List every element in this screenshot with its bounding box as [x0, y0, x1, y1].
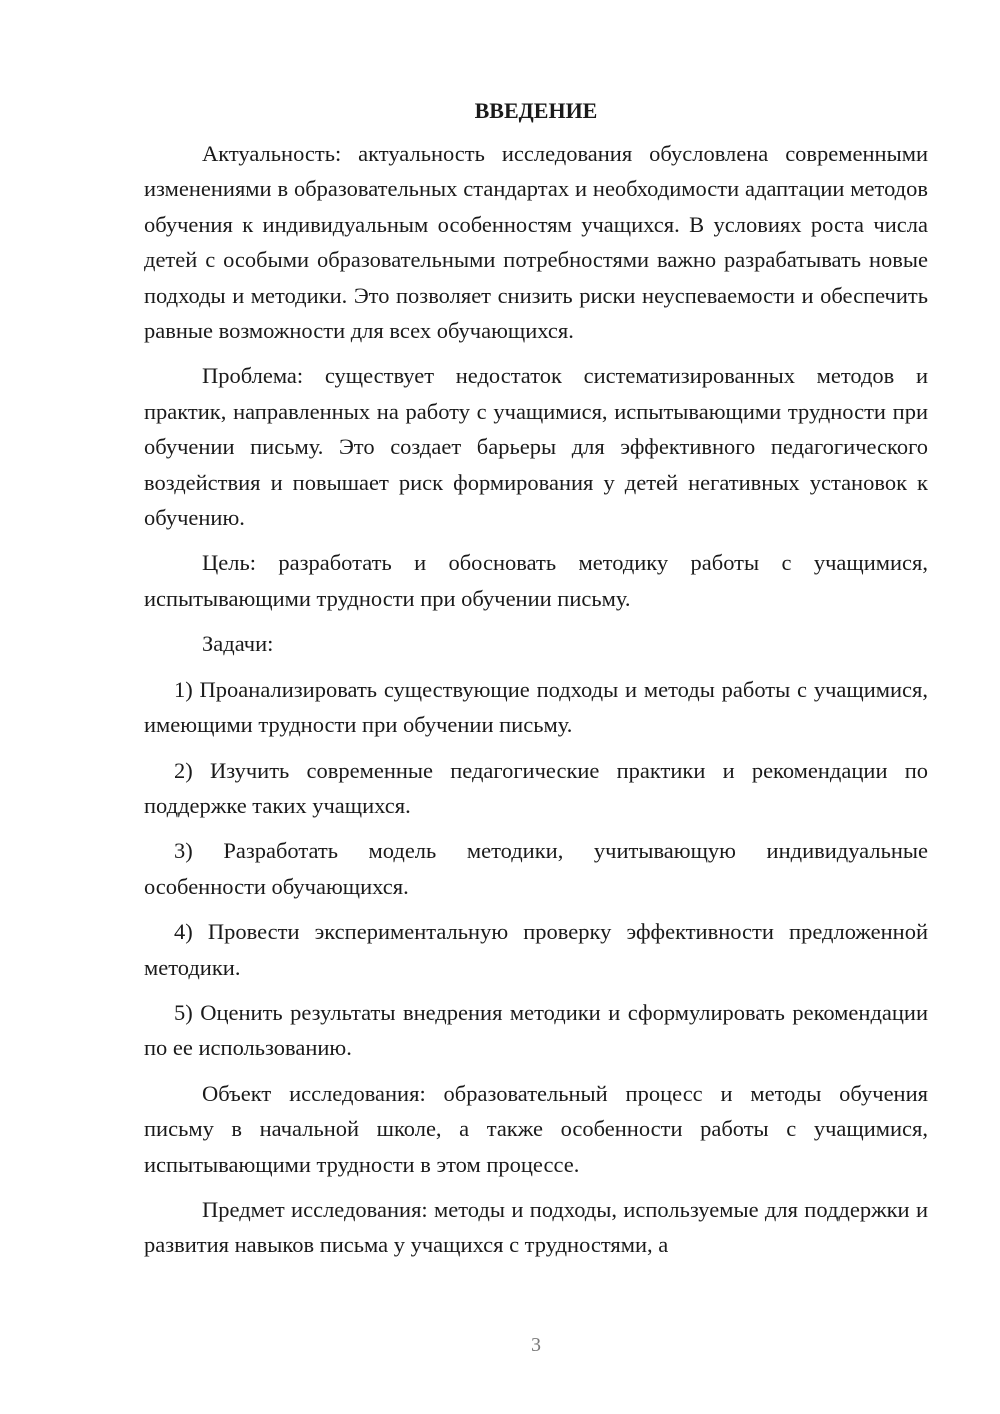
- paragraph-object: Объект исследования: образовательный процесс и методы обучения письму в начальной школе, а также особенности работы с учащимися, испытывающими трудности в этом процессе.: [144, 1080, 928, 1177]
- task-item-4: 4) Провести экспериментальную проверку эффективности предложенной методики.: [144, 919, 928, 980]
- paragraph-tasks-heading: Задачи:: [202, 631, 274, 657]
- paragraph-relevance: Актуальность: актуальность исследования обусловлена современными изменениями в образовательных стандартах и необходимости адаптации методов обучения к индивидуальным особенностям учащихся. В условиях роста числа детей с особыми образовательными потребностями важно разрабатывать новые подходы и методики. Это позволяет снизить риски неуспеваемости и обеспечить равные возможности для всех обучающихся.: [144, 141, 928, 344]
- document-page: [144, 94, 928, 1273]
- page-title: ВВЕДЕНИЕ: [474, 98, 598, 123]
- task-item-2: 2) Изучить современные педагогические практики и рекомендации по поддержке таких учащихся.: [144, 757, 928, 818]
- paragraph-goal: Цель: разработать и обосновать методику работы с учащимися, испытывающими трудности при обучении письму.: [144, 550, 928, 611]
- paragraph-subject: Предмет исследования: методы и подходы, используемые для поддержки и развития навыков письма у учащихся с трудностями, а: [144, 1196, 928, 1258]
- task-item-3: 3) Разработать модель методики, учитывающую индивидуальные особенности обучающихся.: [144, 838, 928, 899]
- task-item-1: 1) Проанализировать существующие подходы и методы работы с учащимися, имеющими трудности при обучении письму.: [144, 676, 928, 738]
- page-number: 3: [531, 1334, 541, 1356]
- paragraph-problem: Проблема: существует недостаток систематизированных методов и практик, направленных на работу с учащимися, испытывающими трудности при обучении письму. Это создает барьеры для эффективного педагогического воздействия и повышает риск формирования у детей негативных установок к обучению.: [144, 363, 928, 531]
- task-item-5: 5) Оценить результаты внедрения методики и сформулировать рекомендации по ее использованию.: [144, 999, 928, 1061]
